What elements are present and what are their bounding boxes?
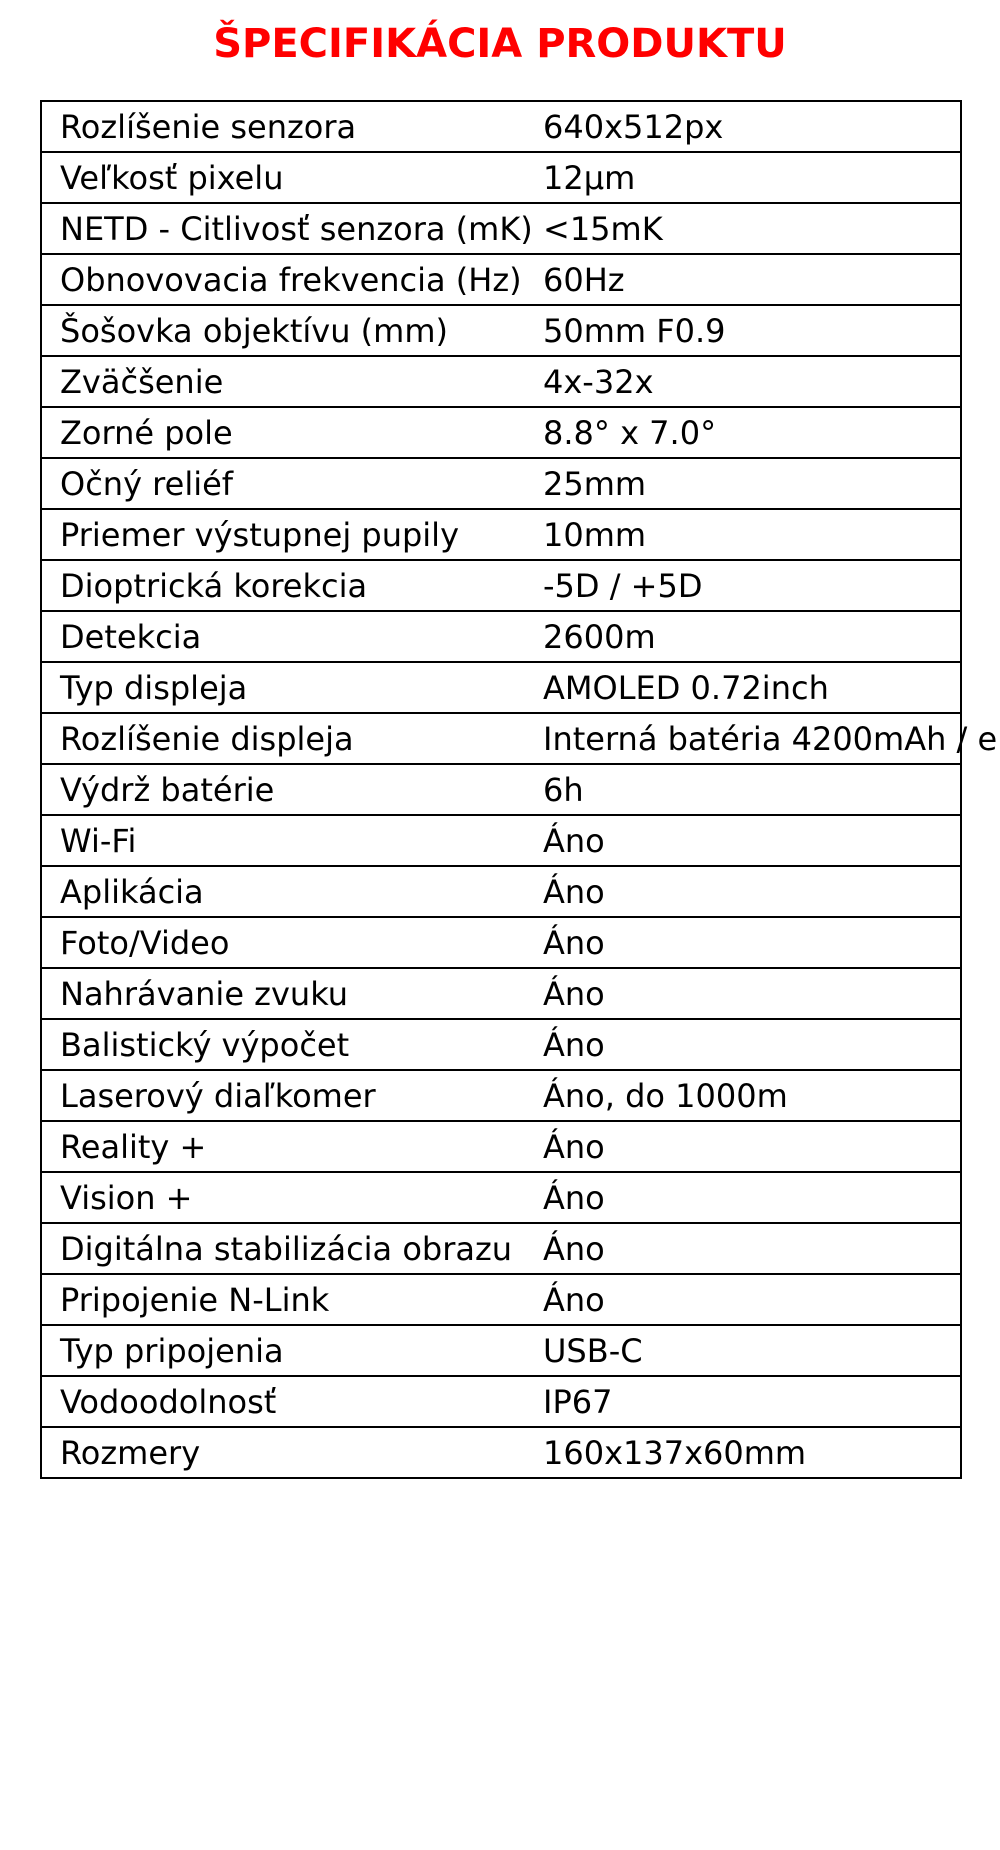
spec-label: Šošovka objektívu (mm) (41, 305, 531, 356)
spec-label: Pripojenie N-Link (41, 1274, 531, 1325)
table-row (41, 407, 961, 458)
spec-label: Rozmery (41, 1427, 531, 1478)
table-row (41, 203, 961, 254)
spec-value: <15mK (531, 203, 961, 254)
spec-value: 8.8° x 7.0° (531, 407, 961, 458)
spec-value: IP67 (531, 1376, 961, 1427)
spec-label: Priemer výstupnej pupily (41, 509, 531, 560)
spec-value: Áno (531, 815, 961, 866)
spec-value: -5D / +5D (531, 560, 961, 611)
table-row (41, 1376, 961, 1427)
spec-value: 4x-32x (531, 356, 961, 407)
spec-label: NETD - Citlivosť senzora (mK) (41, 203, 531, 254)
spec-value: 160x137x60mm (531, 1427, 961, 1478)
spec-value: 10mm (531, 509, 961, 560)
spec-value: USB-C (531, 1325, 961, 1376)
spec-label: Typ pripojenia (41, 1325, 531, 1376)
table-row (41, 1121, 961, 1172)
spec-value: Áno (531, 968, 961, 1019)
spec-label: Vision + (41, 1172, 531, 1223)
spec-value: 50mm F0.9 (531, 305, 961, 356)
table-row (41, 764, 961, 815)
page-title: ŠPECIFIKÁCIA PRODUKTU (213, 21, 787, 67)
table-row (41, 713, 961, 764)
spec-value: 60Hz (531, 254, 961, 305)
spec-value: Áno (531, 1274, 961, 1325)
table-row (41, 305, 961, 356)
table-row (41, 509, 961, 560)
spec-value: Áno (531, 1121, 961, 1172)
spec-label: Rozlíšenie displeja (41, 713, 531, 764)
spec-value: Áno (531, 1019, 961, 1070)
spec-value: Áno (531, 1223, 961, 1274)
table-row (41, 458, 961, 509)
table-row (41, 662, 961, 713)
spec-value: 640x512px (531, 101, 961, 152)
table-row (41, 560, 961, 611)
spec-table (40, 100, 998, 1479)
spec-value: AMOLED 0.72inch (531, 662, 961, 713)
spec-label: Rozlíšenie senzora (41, 101, 531, 152)
spec-label: Nahrávanie zvuku (41, 968, 531, 1019)
table-row (41, 1274, 961, 1325)
table-row (41, 1427, 961, 1478)
spec-table-body (41, 101, 998, 1478)
table-row (41, 917, 961, 968)
spec-value: Áno (531, 917, 961, 968)
spec-label: Vodoodolnosť (41, 1376, 531, 1427)
spec-value: 2600m (531, 611, 961, 662)
table-row (41, 254, 961, 305)
table-row (41, 152, 961, 203)
spec-label: Detekcia (41, 611, 531, 662)
spec-label: Dioptrická korekcia (41, 560, 531, 611)
table-row (41, 356, 961, 407)
spec-label: Zväčšenie (41, 356, 531, 407)
spec-label: Aplikácia (41, 866, 531, 917)
spec-label: Obnovovacia frekvencia (Hz) (41, 254, 531, 305)
table-row (41, 1325, 961, 1376)
table-row (41, 611, 961, 662)
spec-value: Áno (531, 866, 961, 917)
spec-label: Očný reliéf (41, 458, 531, 509)
spec-label: Laserový diaľkomer (41, 1070, 531, 1121)
table-row (41, 866, 961, 917)
spec-value: Interná batéria 4200mAh / e (531, 713, 961, 764)
table-row (41, 101, 961, 152)
spec-value: 25mm (531, 458, 961, 509)
spec-label: Balistický výpočet (41, 1019, 531, 1070)
spec-label: Zorné pole (41, 407, 531, 458)
table-row (41, 1019, 961, 1070)
spec-value: Áno (531, 1172, 961, 1223)
spec-label: Výdrž batérie (41, 764, 531, 815)
spec-value: 6h (531, 764, 961, 815)
table-row (41, 1223, 961, 1274)
spec-label: Typ displeja (41, 662, 531, 713)
table-row (41, 815, 961, 866)
spec-label: Veľkosť pixelu (41, 152, 531, 203)
table-row (41, 968, 961, 1019)
spec-label: Reality + (41, 1121, 531, 1172)
spec-label: Foto/Video (41, 917, 531, 968)
table-row (41, 1172, 961, 1223)
table-row (41, 1070, 961, 1121)
spec-value: Áno, do 1000m (531, 1070, 961, 1121)
spec-label: Wi-Fi (41, 815, 531, 866)
spec-label: Digitálna stabilizácia obrazu (41, 1223, 531, 1274)
spec-value: 12μm (531, 152, 961, 203)
